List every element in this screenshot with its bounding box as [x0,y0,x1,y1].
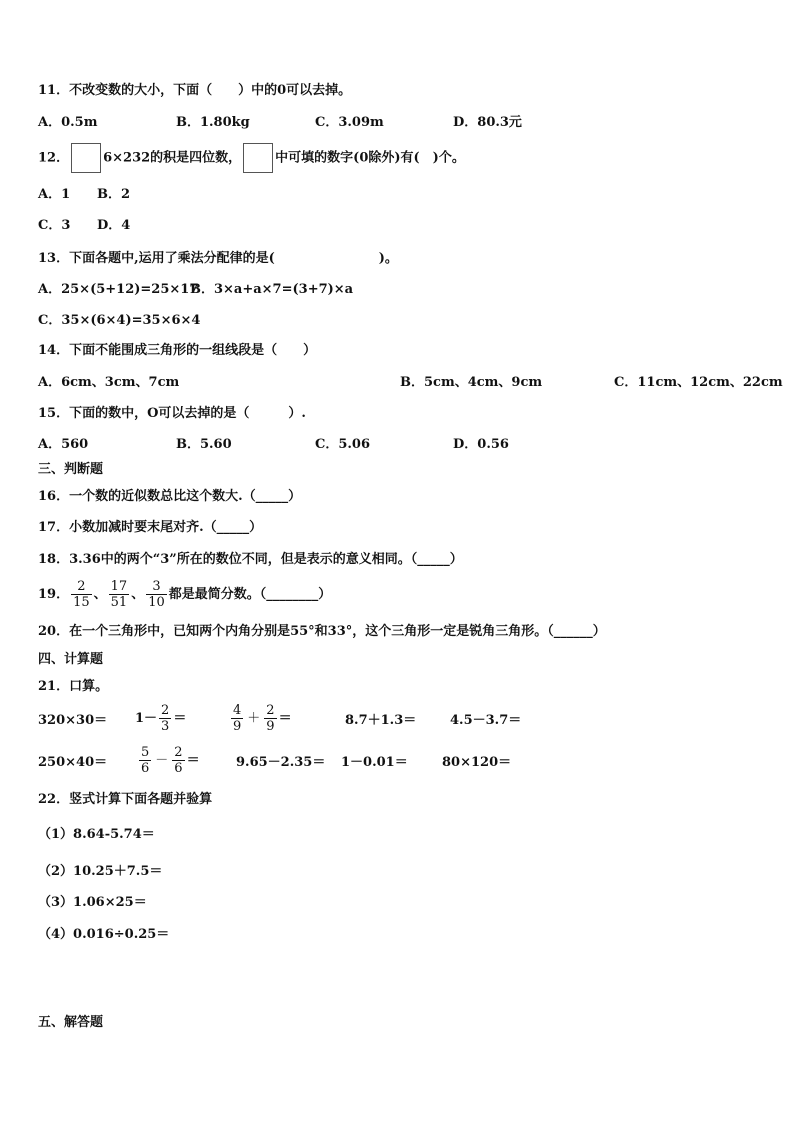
q12-digit-box-1 [71,143,101,173]
q19-fraction-3 [146,579,167,610]
q14-option-b: B．5cm、4cm、9cm [400,375,543,390]
section-heading-calculation: 四、计算题 [38,652,104,667]
q21-r2-c2-fraction-2 [172,745,184,776]
q11-option-b: B．1.80kg [176,115,250,130]
q11-option-d: D．80.3元 [453,115,522,130]
q15-option-d: D．0.56 [453,437,509,452]
q13-option-a: A．25×(5+12)=25×17 [38,282,199,297]
q15-option-c: C．5.06 [315,437,371,452]
q21-r1-c3-denominator-1: 9 [233,719,242,734]
q21-r1-c3-operator: ＋ [247,711,261,726]
q15-option-b: B．5.60 [176,437,232,452]
q12-option-b: B．2 [97,187,131,202]
q21-r1-c5: 4.5－3.7＝ [450,713,522,728]
q21-r1-c4: 8.7＋1.3＝ [345,713,417,728]
q21-r1-c3-post: ＝ [278,711,292,726]
q21-r1-c3-denominator-2: 9 [266,719,275,734]
q21-r2-c1: 250×40＝ [38,755,108,770]
q22-item-3: （3）1.06×25＝ [38,895,147,910]
q13-option-b: B．3×a+a×7=(3+7)×a [190,282,354,297]
q14-option-c: C．11cm、12cm、22cm [614,375,783,390]
q21-r2-c2-denominator-1: 6 [141,761,150,776]
q19-fraction-1-numerator: 2 [77,579,86,594]
q19-fraction-3-denominator: 10 [148,595,165,610]
q19-separator-1: 、 [93,587,107,602]
q21-stem: 21．口算。 [38,679,109,694]
q21-r2-c2-post: ＝ [186,753,200,768]
q11-stem: 11．不改变数的大小，下面（ ）中的0可以去掉。 [38,83,352,98]
q21-r1-c2-post: ＝ [173,711,187,726]
q19-fraction-2-numerator: 17 [110,579,128,594]
q12-mid: 6×232的积是四位数， [103,150,242,166]
q22-stem: 22．竖式计算下面各题并验算 [38,792,213,807]
q12-prefix: 12． [38,150,70,166]
q15-stem: 15．下面的数中，O可以去掉的是（ ）. [38,406,306,421]
q21-r1-c3-fraction-2 [264,703,276,734]
q22-item-1: （1）8.64-5.74＝ [38,827,155,842]
q16: 16．一个数的近似数总比这个数大.（_____） [38,489,302,504]
q19-separator-2: 、 [131,587,145,602]
q12-digit-box-2 [243,143,273,173]
q18: 18．3.36中的两个“3”所在的数位不同，但是表示的意义相同。（_____） [38,552,463,567]
q21-r2-c2-numerator-2: 2 [174,745,183,760]
q21-r1-c2-numerator: 2 [161,703,170,718]
q21-r1-c3 [229,700,292,738]
q21-r2-c2-numerator-1: 5 [141,745,150,760]
q21-r2-c2-denominator-2: 6 [174,761,183,776]
q13-stem: 13．下面各题中,运用了乘法分配律的是( )。 [38,251,398,266]
q19-fraction-1-denominator: 15 [73,595,90,610]
q11-option-c: C．3.09m [315,115,384,130]
q21-r1-c2 [135,700,186,738]
q19-prefix: 19． [38,587,70,602]
q19-fraction-1 [71,579,92,610]
q21-r1-c2-pre: 1－ [135,711,158,726]
q21-r1-c2-denominator: 3 [161,719,170,734]
q22-item-4: （4）0.016÷0.25＝ [38,927,170,942]
q21-r1-c1: 320×30＝ [38,713,108,728]
q21-r2-c4: 1－0.01＝ [341,755,408,770]
q21-r2-c5: 80×120＝ [442,755,512,770]
q12-option-c: C．3 [38,218,71,233]
q21-r1-c3-numerator-2: 2 [266,703,275,718]
q19-fraction-2-denominator: 51 [110,595,128,610]
q21-r1-c3-fraction-1 [231,703,243,734]
q21-r2-c3: 9.65－2.35＝ [236,755,326,770]
q20: 20．在一个三角形中，已知两个内角分别是55°和33°，这个三角形一定是锐角三角形。（______） [38,624,606,639]
q21-r2-c2-operator: － [155,753,169,768]
q19-fraction-2 [109,579,130,610]
section-heading-judgement: 三、判断题 [38,462,104,477]
q12-option-d: D．4 [97,218,131,233]
q19-fraction-3-numerator: 3 [152,579,161,594]
q14-stem: 14．下面不能围成三角形的一组线段是（ ） [38,343,317,358]
q21-r2-c2 [137,742,200,780]
q21-r1-c2-fraction [159,703,171,734]
q12-stem [38,143,465,174]
q15-option-a: A．560 [38,437,89,452]
q13-option-c: C．35×(6×4)=35×6×4 [38,313,201,328]
q12-option-a: A．1 [38,187,71,202]
q21-r1-c3-numerator-1: 4 [233,703,242,718]
q12-suffix: 中可填的数字(0除外)有( )个。 [275,150,465,166]
q11-option-a: A．0.5m [38,115,98,130]
q21-r2-c2-fraction-1 [139,745,151,776]
q22-item-2: （2）10.25＋7.5＝ [38,864,163,879]
section-heading-solutions: 五、解答题 [38,1015,104,1030]
q19 [38,576,331,614]
q17: 17．小数加减时要末尾对齐.（_____） [38,520,263,535]
q14-option-a: A．6cm、3cm、7cm [38,375,180,390]
q19-suffix: 都是最简分数。（________） [168,587,332,602]
